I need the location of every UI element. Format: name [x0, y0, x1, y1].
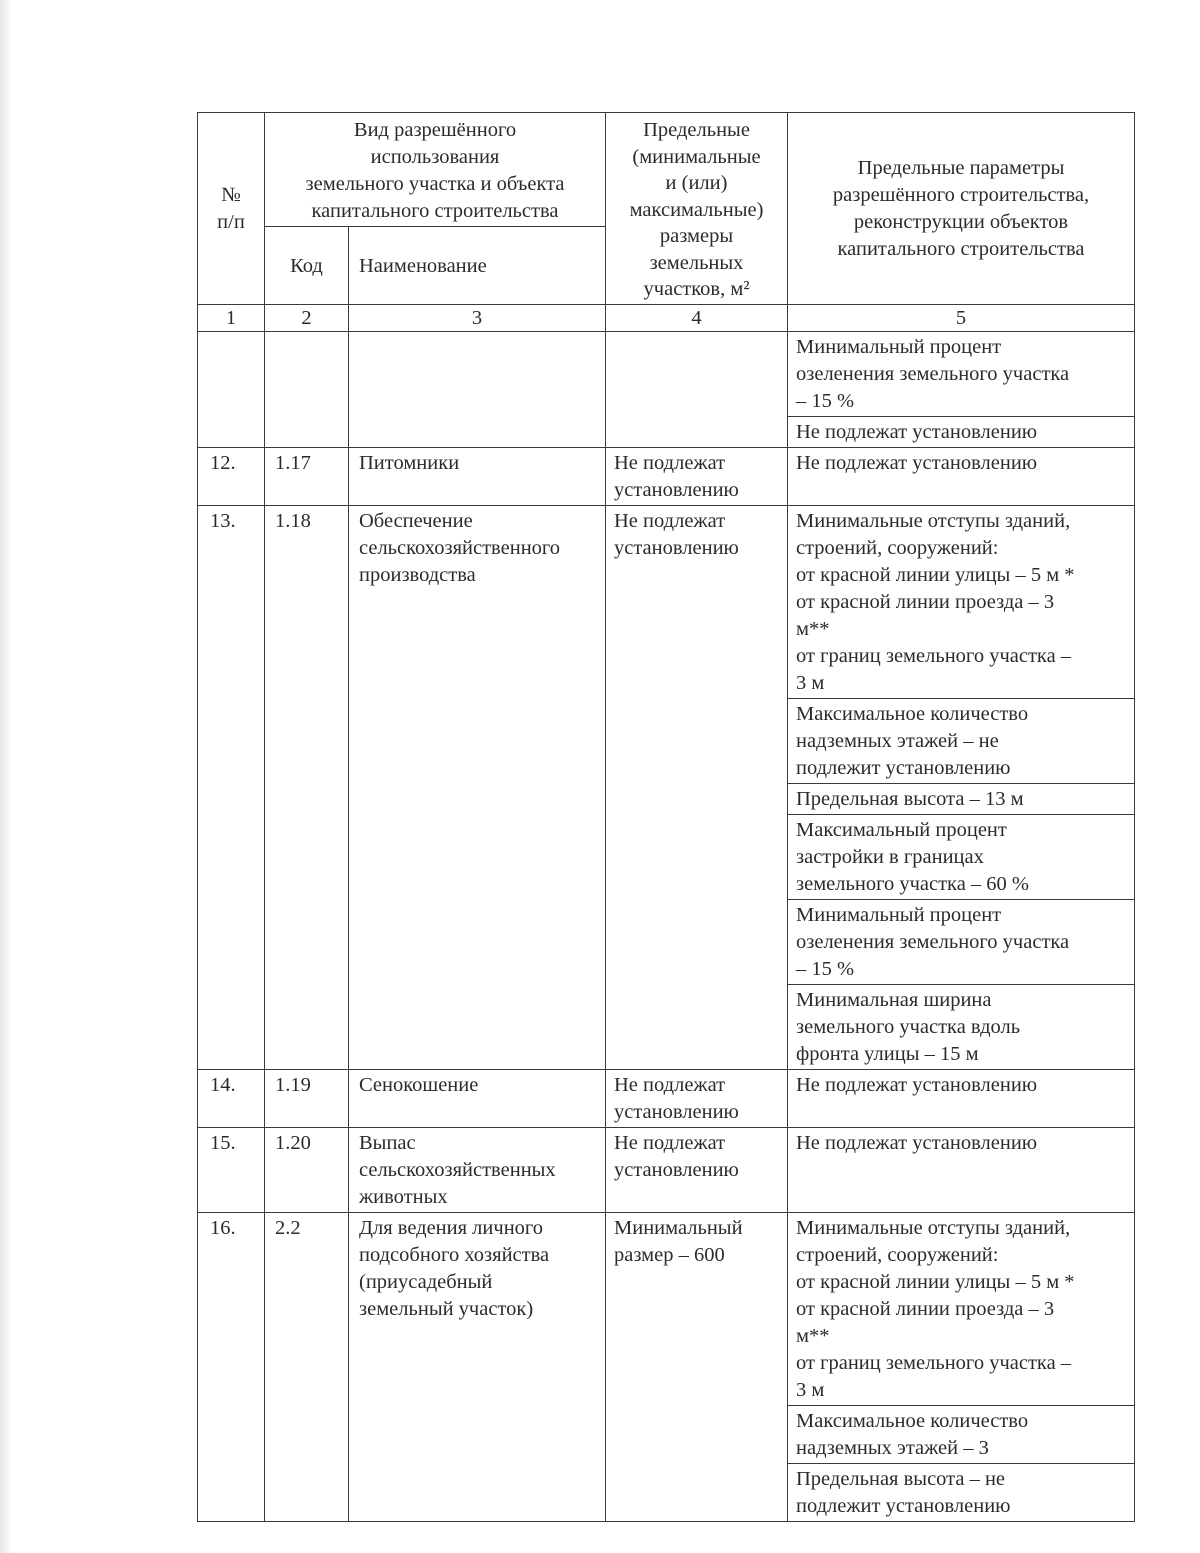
header-row [198, 113, 1135, 227]
table-row [198, 332, 1135, 417]
row-plot-size: Не подлежат установлению [606, 1070, 788, 1128]
row-code: 1.19 [265, 1070, 349, 1128]
header-construction-params: Предельные параметры разрешённого строительства, реконструкции объектов капитального строительства [788, 113, 1135, 305]
row-number: 15. [198, 1128, 265, 1213]
row-param: Минимальные отступы зданий, строений, сооружений: от красной линии улицы – 5 м * от красной линии проезда – 3 м** от границ земельного участка – 3 м [788, 506, 1135, 699]
table-body [198, 113, 1135, 1522]
row-plot-size: Минимальный размер – 600 [606, 1213, 788, 1522]
scan-edge-shadow [0, 0, 12, 1553]
column-number-2: 2 [265, 305, 349, 332]
table-row [198, 448, 1135, 506]
header-code: Код [265, 227, 349, 305]
row-plot-size: Не подлежат установлению [606, 506, 788, 1070]
row-param: Не подлежат установлению [788, 1128, 1135, 1213]
column-number-row [198, 305, 1135, 332]
row-param: Максимальное количество надземных этажей – 3 [788, 1406, 1135, 1464]
row-name [349, 332, 606, 448]
row-param: Предельная высота – не подлежит установлению [788, 1464, 1135, 1522]
table-row [198, 1213, 1135, 1406]
row-plot-size: Не подлежат установлению [606, 448, 788, 506]
row-plot-size [606, 332, 788, 448]
row-code: 1.17 [265, 448, 349, 506]
row-code [265, 332, 349, 448]
header-land-use-type: Вид разрешённого использования земельного участка и объекта капитального строительства [265, 113, 606, 227]
row-param: Не подлежат установлению [788, 417, 1135, 448]
row-name: Питомники [349, 448, 606, 506]
row-plot-size: Не подлежат установлению [606, 1128, 788, 1213]
zoning-parameters-table [197, 112, 1135, 1522]
column-number-3: 3 [349, 305, 606, 332]
row-param: Минимальные отступы зданий, строений, сооружений: от красной линии улицы – 5 м * от красной линии проезда – 3 м** от границ земельного участка – 3 м [788, 1213, 1135, 1406]
row-param: Предельная высота – 13 м [788, 784, 1135, 815]
row-param: Минимальная ширина земельного участка вдоль фронта улицы – 15 м [788, 985, 1135, 1070]
row-param: Максимальное количество надземных этажей – не подлежит установлению [788, 699, 1135, 784]
row-param: Не подлежат установлению [788, 448, 1135, 506]
header-plot-size-limits: Предельные (минимальные и (или) максимальные) размеры земельных участков, м² [606, 113, 788, 305]
row-name: Выпас сельскохозяйственных животных [349, 1128, 606, 1213]
column-number-4: 4 [606, 305, 788, 332]
column-number-1: 1 [198, 305, 265, 332]
row-number: 14. [198, 1070, 265, 1128]
row-number [198, 332, 265, 448]
header-name: Наименование [349, 227, 606, 305]
row-name: Обеспечение сельскохозяйственного производства [349, 506, 606, 1070]
row-param: Минимальный процент озеленения земельного участка – 15 % [788, 900, 1135, 985]
column-number-5: 5 [788, 305, 1135, 332]
row-name: Для ведения личного подсобного хозяйства (приусадебный земельный участок) [349, 1213, 606, 1522]
row-number: 13. [198, 506, 265, 1070]
row-code: 2.2 [265, 1213, 349, 1522]
header-number: № п/п [198, 113, 265, 305]
row-name: Сенокошение [349, 1070, 606, 1128]
row-code: 1.20 [265, 1128, 349, 1213]
row-param: Минимальный процент озеленения земельного участка – 15 % [788, 332, 1135, 417]
table-row [198, 1128, 1135, 1213]
table-row [198, 506, 1135, 699]
row-param: Не подлежат установлению [788, 1070, 1135, 1128]
row-number: 12. [198, 448, 265, 506]
table-row [198, 1070, 1135, 1128]
row-param: Максимальный процент застройки в границах земельного участка – 60 % [788, 815, 1135, 900]
row-number: 16. [198, 1213, 265, 1522]
row-code: 1.18 [265, 506, 349, 1070]
